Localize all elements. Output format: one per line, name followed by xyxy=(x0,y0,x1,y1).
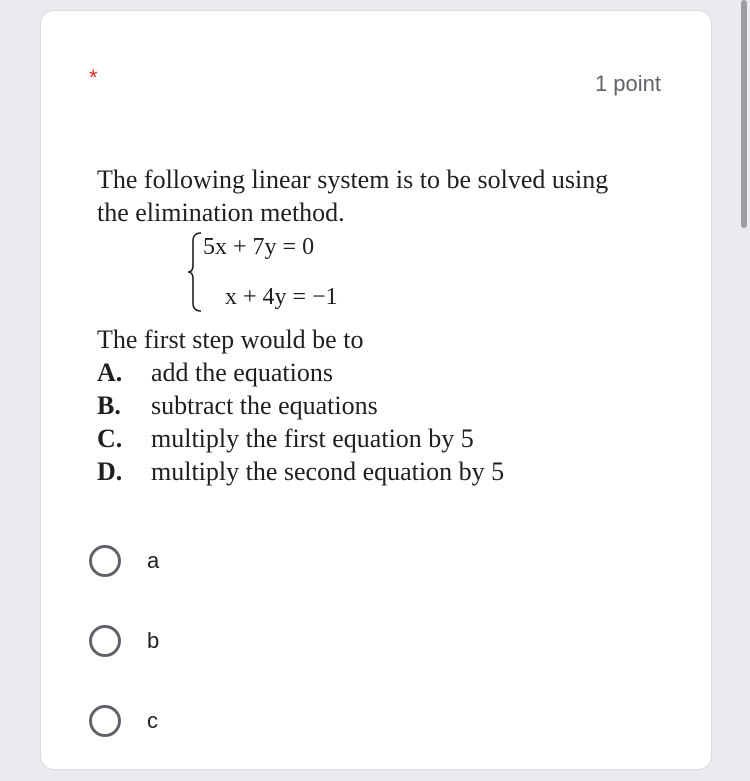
question-image xyxy=(97,163,677,488)
choice-a xyxy=(97,356,677,389)
choice-text: add the equations xyxy=(151,358,333,387)
equation-2: x + 4y = −1 xyxy=(225,284,338,310)
option-label[interactable]: a xyxy=(147,548,160,573)
option-a[interactable] xyxy=(89,541,649,581)
question-card xyxy=(40,10,712,770)
choice-letter: D. xyxy=(97,457,123,486)
required-asterisk: * xyxy=(89,65,98,90)
question-text-line-2: the elimination method. xyxy=(97,198,345,227)
option-b[interactable] xyxy=(89,621,649,661)
radio-button[interactable] xyxy=(89,545,121,577)
option-label[interactable]: c xyxy=(147,708,158,733)
option-label[interactable]: b xyxy=(147,628,160,653)
choice-letter: B. xyxy=(97,391,121,420)
choice-c xyxy=(97,422,677,455)
equation-system xyxy=(97,231,677,323)
choice-text: subtract the equations xyxy=(151,391,378,420)
choice-b xyxy=(97,389,677,422)
option-c[interactable] xyxy=(89,701,649,741)
question-prompt: The first step would be to xyxy=(97,325,364,354)
question-text-line-1: The following linear system is to be solved using xyxy=(97,165,609,194)
choice-letter: A. xyxy=(97,358,123,387)
points-label: 1 point xyxy=(594,71,661,96)
left-brace-icon xyxy=(185,231,205,313)
choice-letter: C. xyxy=(97,424,123,453)
choice-text: multiply the second equation by 5 xyxy=(151,457,505,486)
answer-options xyxy=(89,541,649,781)
radio-button[interactable] xyxy=(89,705,121,737)
equation-1: 5x + 7y = 0 xyxy=(203,234,315,260)
choice-d xyxy=(97,455,677,488)
choice-text: multiply the first equation by 5 xyxy=(151,424,474,453)
radio-button[interactable] xyxy=(89,625,121,657)
page-scrollbar[interactable] xyxy=(741,0,747,228)
